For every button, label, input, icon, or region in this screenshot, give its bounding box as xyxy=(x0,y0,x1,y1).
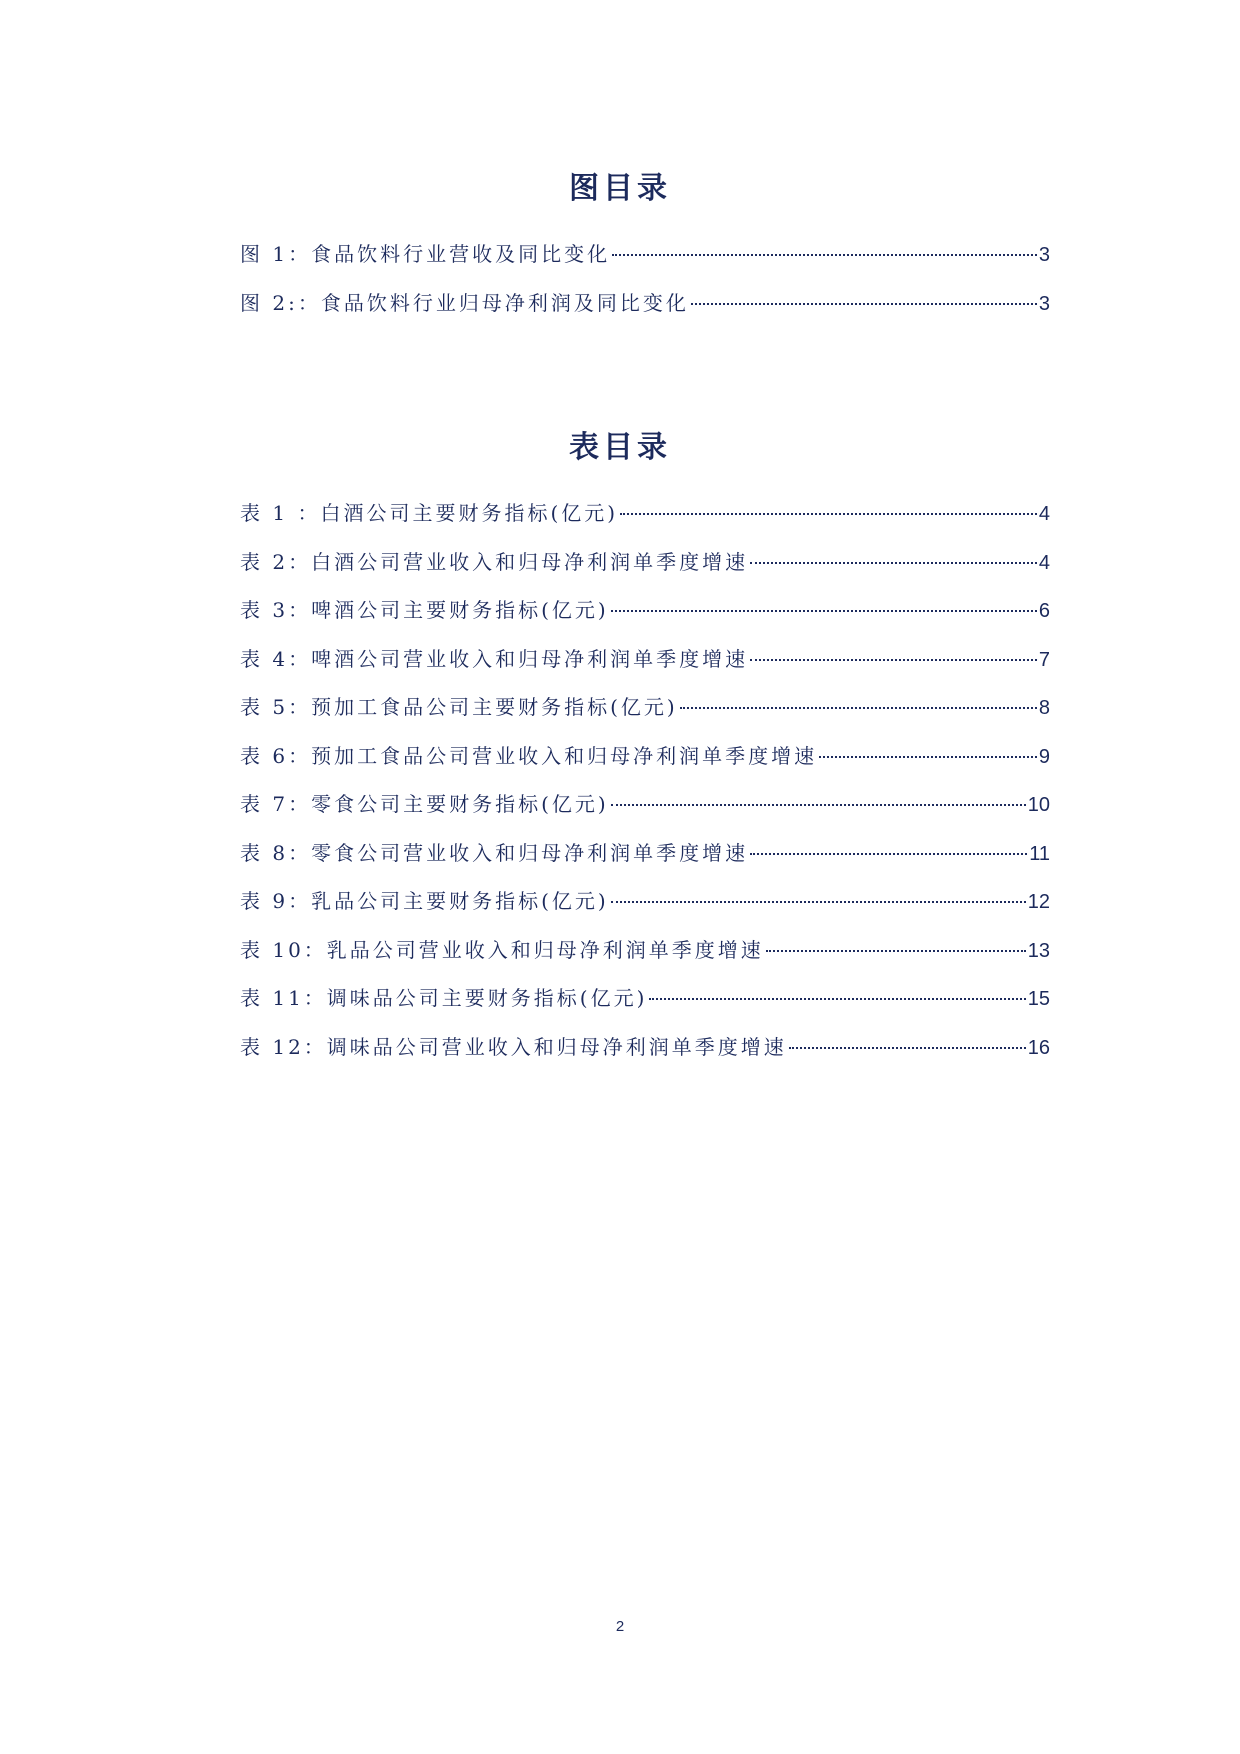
toc-leader-dots xyxy=(611,901,1026,903)
toc-leader-dots xyxy=(750,562,1037,564)
toc-leader-dots xyxy=(611,804,1026,806)
toc-leader-dots xyxy=(649,998,1025,1000)
table-toc-entry[interactable] xyxy=(240,743,1050,792)
toc-entry-label: 图 1：食品饮料行业营收及同比变化 xyxy=(240,242,611,266)
toc-entry-page: 12 xyxy=(1027,891,1050,913)
toc-leader-dots xyxy=(611,610,1037,612)
toc-leader-dots xyxy=(750,853,1027,855)
table-toc-entry[interactable] xyxy=(240,937,1050,986)
toc-leader-dots xyxy=(691,303,1037,305)
toc-entry-label: 表 4：啤酒公司营业收入和归母净利润单季度增速 xyxy=(240,646,749,671)
toc-leader-dots xyxy=(620,513,1037,515)
table-toc-entry[interactable] xyxy=(240,694,1050,743)
table-toc-title: 表目录 xyxy=(569,430,671,465)
toc-entry-label: 图 2:：食品饮料行业归母净利润及同比变化 xyxy=(240,290,689,315)
toc-entry-page: 11 xyxy=(1029,842,1050,865)
toc-leader-dots xyxy=(789,1047,1026,1049)
toc-leader-dots xyxy=(819,756,1037,758)
toc-leader-dots xyxy=(612,254,1037,256)
table-toc-entry[interactable] xyxy=(240,500,1050,549)
toc-entry-label: 表 6：预加工食品公司营业收入和归母净利润单季度增速 xyxy=(240,743,818,768)
page-number: 2 xyxy=(615,1618,625,1635)
table-toc-entry[interactable] xyxy=(240,597,1050,646)
figure-toc-title: 图目录 xyxy=(569,171,671,206)
figure-toc-entry[interactable] xyxy=(240,241,1050,290)
toc-entry-label: 表 7：零食公司主要财务指标(亿元) xyxy=(240,792,609,816)
table-toc-list xyxy=(240,500,1050,1082)
toc-entry-page: 13 xyxy=(1027,939,1050,962)
table-toc-entry[interactable] xyxy=(240,985,1050,1034)
table-toc-entry[interactable] xyxy=(240,1034,1050,1083)
toc-entry-label: 表 8：零食公司营业收入和归母净利润单季度增速 xyxy=(240,840,749,865)
toc-entry-page: 8 xyxy=(1038,697,1050,719)
toc-entry-page: 7 xyxy=(1038,648,1050,671)
table-toc-entry[interactable] xyxy=(240,791,1050,840)
toc-entry-label: 表 10：乳品公司营业收入和归母净利润单季度增速 xyxy=(240,937,764,962)
toc-entry-label: 表 9：乳品公司主要财务指标(亿元) xyxy=(240,889,609,913)
toc-entry-page: 16 xyxy=(1027,1036,1050,1059)
toc-entry-label: 表 1 ：白酒公司主要财务指标(亿元) xyxy=(240,501,619,525)
table-toc-entry[interactable] xyxy=(240,888,1050,937)
toc-entry-label: 表 5：预加工食品公司主要财务指标(亿元) xyxy=(240,695,678,719)
toc-entry-page: 9 xyxy=(1038,745,1050,768)
toc-leader-dots xyxy=(766,950,1026,952)
toc-entry-page: 15 xyxy=(1027,988,1050,1010)
toc-entry-label: 表 12：调味品公司营业收入和归母净利润单季度增速 xyxy=(240,1034,787,1059)
toc-entry-page: 6 xyxy=(1038,600,1050,622)
toc-entry-page: 4 xyxy=(1038,503,1050,525)
toc-entry-label: 表 2：白酒公司营业收入和归母净利润单季度增速 xyxy=(240,549,749,574)
toc-entry-page: 3 xyxy=(1038,244,1050,266)
toc-entry-page: 3 xyxy=(1038,292,1050,315)
toc-entry-label: 表 11：调味品公司主要财务指标(亿元) xyxy=(240,986,648,1010)
table-toc-entry[interactable] xyxy=(240,646,1050,695)
toc-entry-page: 4 xyxy=(1038,551,1050,574)
table-toc-entry[interactable] xyxy=(240,840,1050,889)
table-toc-entry[interactable] xyxy=(240,549,1050,598)
toc-leader-dots xyxy=(750,659,1037,661)
figure-toc-list xyxy=(240,241,1050,338)
toc-leader-dots xyxy=(680,707,1037,709)
toc-entry-label: 表 3：啤酒公司主要财务指标(亿元) xyxy=(240,598,609,622)
toc-entry-page: 10 xyxy=(1027,794,1050,816)
figure-toc-entry[interactable] xyxy=(240,290,1050,339)
